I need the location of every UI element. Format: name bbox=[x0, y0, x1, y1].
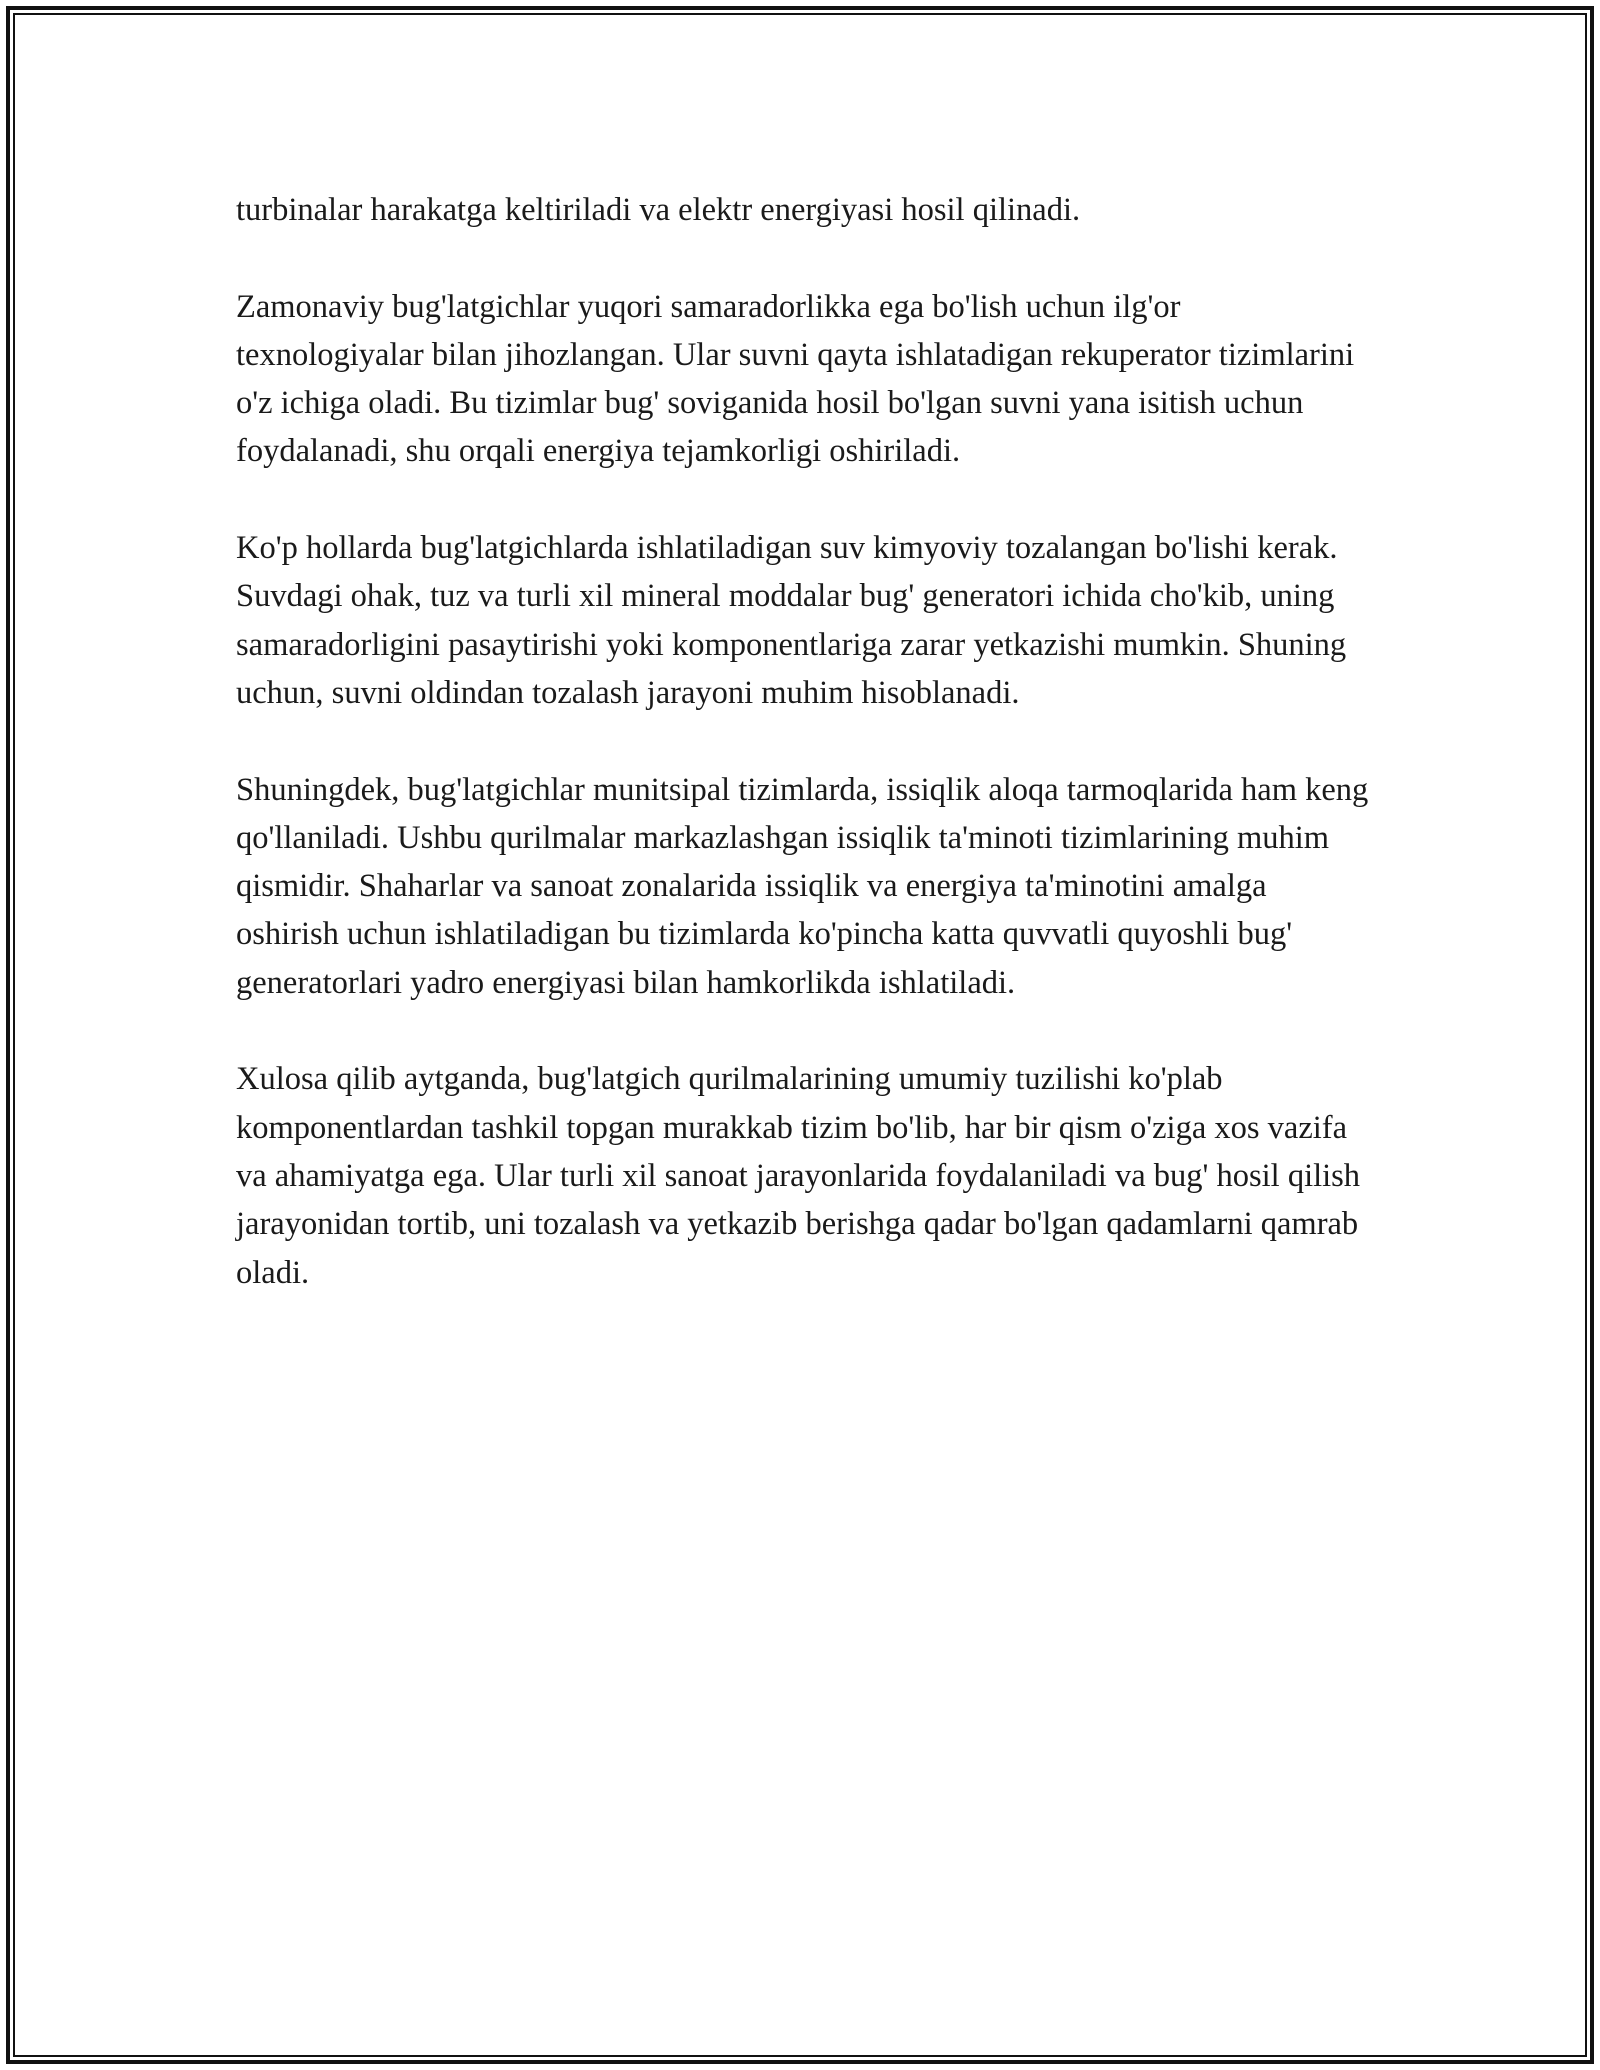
paragraph-conclusion: Xulosa qilib aytganda, bug'latgich qurilmalarining umumiy tuzilishi ko'plab komponentlardan tashkil topgan murakkab tizim bo'lib, har bir qism o'ziga xos vazifa va ahamiyatga ega. Ular turli xil sanoat jarayonlarida foydalaniladi va bug' hosil qilish jarayonidan tortib, uni tozalash va yetkazib berishga qadar bo'lgan qadamlarni qamrab oladi. bbox=[236, 1061, 1361, 1291]
document-body bbox=[236, 186, 1376, 1297]
paragraph-modern-evaporators: Zamonaviy bug'latgichlar yuqori samaradorlikka ega bo'lish uchun ilg'or texnologiyalar bilan jihozlangan. Ular suvni qayta ishlatadigan rekuperator tizimlarini o'z ichiga oladi. Bu tizimlar bug' soviganida hosil bo'lgan suvni yana isitish uchun foydalanadi, shu orqali energiya tejamkorligi oshiriladi. bbox=[236, 288, 1355, 470]
paragraph-municipal-systems: Shuningdek, bug'latgichlar munitsipal tizimlarda, issiqlik aloqa tarmoqlarida ham keng qo'llaniladi. Ushbu qurilmalar markazlashgan issiqlik ta'minoti tizimlarining muhim qismidir. Shaharlar va sanoat zonalarida issiqlik va energiya ta'minotini amalga oshirish uchun ishlatiladigan bu tizimlarda ko'pincha katta quvvatli quyoshli bug' generatorlari yadro energiyasi bilan hamkorlikda ishlatiladi. bbox=[236, 771, 1369, 1001]
paragraph-continuation: turbinalar harakatga keltiriladi va elektr energiyasi hosil qilinadi. bbox=[236, 192, 1081, 228]
paragraph-water-treatment: Ko'p hollarda bug'latgichlarda ishlatiladigan suv kimyoviy tozalangan bo'lishi kerak. Suvdagi ohak, tuz va turli xil mineral moddalar bug' generatori ichida cho'kib, uning samaradorligini pasaytirishi yoki komponentlariga zarar yetkazishi mumkin. Shuning uchun, suvni oldindan tozalash jarayoni muhim hisoblanadi. bbox=[236, 530, 1347, 711]
